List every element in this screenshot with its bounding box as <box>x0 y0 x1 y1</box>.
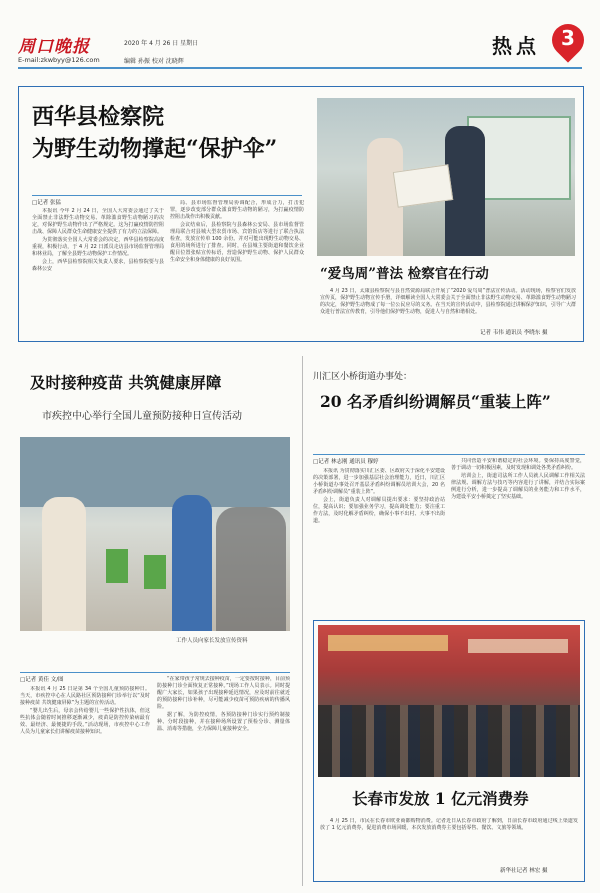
article1-title-2: 为野生动物撑起“保护伞” <box>32 136 278 162</box>
article1-col1-para: 为贯彻落实全国人大常委会的决定，西华县检察院高度重视，积极行动，于 4 月 22 日派员走访县市场监督管理局和林业局，了解全县野生动物保护工作情况。 <box>32 237 164 257</box>
article4-byline: □记者 林志刚 通讯员 穆婷 <box>313 459 379 465</box>
article4-kicker: 川汇区小桥街道办事处： <box>313 372 413 382</box>
article4-col1 <box>313 468 445 612</box>
photo-shop-sign <box>468 639 568 653</box>
article2-photo <box>317 98 575 256</box>
photo-parent <box>42 497 86 631</box>
article1-title-1: 西华县检察院 <box>32 104 165 130</box>
article5-photo <box>318 625 580 777</box>
article3-col2-para: 据了解，为防控疫情，各预防接种门诊实行预约制接种、分时段接种，并在接种场所设置了预检分诊、测量体温、消毒等措施，全力保障儿童接种安全。 <box>157 712 290 732</box>
photo-bag-green <box>106 549 128 583</box>
article1-col1-para: 会上，西华县检察院相关负责人要求，县检察院要与县森林公安 <box>32 259 164 272</box>
article3-photo <box>20 437 290 631</box>
article2-title: “爱鸟周”普法 检察官在行动 <box>320 266 489 282</box>
article1-byline: □记者 张猛 <box>32 200 61 206</box>
article4-col2 <box>451 458 585 612</box>
article3-col1-para: 本报讯 4 月 25 日是第 34 个全国儿童预防接种日。当天，市疾控中心在人民路社区预防接种门诊举行以“及时接种疫苗 共筑健康屏障”为主题的宣传活动。 <box>20 686 150 706</box>
article5-byline: 新华社记者 林宏 摄 <box>500 868 548 874</box>
editors-line: 编辑 孙振 校对 沈晓辉 <box>124 58 184 65</box>
article4-col1-para: 本报讯 为贯彻落实川汇区委、区政府关于深化平安建设的决策部署，进一步加强基层社会治理能力，近日，川汇区小桥街道办事处召开基层矛盾纠纷调解员培训大会，20 名矛盾纠纷调解员“重装上阵”。 <box>313 468 445 495</box>
article3-subtitle: 市疾控中心举行全国儿童预防接种日宣传活动 <box>42 411 242 422</box>
masthead-bar <box>0 0 600 80</box>
article1-col2-para: 会议结束后，县检察院与县森林公安局、县市场监督管理局联合对县城大型农贸市场、宾馆饭店等进行了联合执法检查，发放宣传单 100 余份。并对可能出现野生动物交易、食用的场所进行了排查。同时，在县城主要街道和餐饮企业醒目位置张贴宣传标语，营造保护野生动物、保护人民群众生命安全和身体健康的良好氛围。 <box>170 222 304 263</box>
article4-col2-para: 共同营造平安和谐稳定的社会环境。要保持高度警觉，善于调动一切积极因素，及时发现和调处各类矛盾纠纷。 <box>451 458 585 471</box>
article1-col2 <box>170 200 304 338</box>
issue-date: 2020 年 4 月 26 日 星期日 <box>124 40 199 47</box>
photo-bag-green <box>144 555 166 589</box>
photo-crowd <box>216 507 286 631</box>
header-rule <box>18 67 582 69</box>
section-title: 热点 <box>492 34 540 58</box>
article5-title: 长春市发放 1 亿元消费券 <box>352 789 529 808</box>
article1-col1 <box>32 208 164 338</box>
article2-body: 4 月 23 日，太康县检察院与县自然资源局联合开展了“2020 爱鸟周”普法宣传活动。活动现场，检察官们发放宣传页，保护野生动物宣传手册，详细解读全国人大常委会关于全面禁止非法野生动物交易、革除滥食野生动物陋习的决定，保护野生动物成了每一位公民应尽的义务。在当天的宣传活动中，县检察院通过讲解保护知识，引导广大群众进行普法宣传教育，引导他们保护野生动物，促进人与自然和谐相处。 <box>320 288 576 315</box>
article4-rule <box>313 454 585 455</box>
photo-shoppers <box>318 705 580 777</box>
masthead-logo: 周口晚报 <box>18 37 90 57</box>
article1-col1-para: 本报讯 今年 2 月 24 日，全国人大常委会通过了关于全面禁止非法野生动物交易、革除滥食野生动物陋习的决定，对保护野生动物作出了严格规定。这为打赢疫情防控阻击战、保障人民群众生命健康安全提供了有力的立法保障。 <box>32 208 164 235</box>
photo-shop-sign <box>328 635 448 651</box>
article3-col2-para: “在家带孩子常规去接种疫苗，一定要按时接种，目前预防接种门诊全面恢复正常接种。”现场工作人员表示。同时提醒广大家长，如果孩子出现接种延迟情况，应及时前往就近的预防接种门诊补种，尽可能减少疫苗可预防疾病的传播风险。 <box>157 676 290 710</box>
article4-col2-para: 培训会上，街道司法所工作人员就人民调解工作相关法律法规、调解方法与技巧等内容进行了讲解，并结合实际案例进行分析，进一步提高了调解员的业务能力和工作水平，为建设平安小桥奠定了坚实基础。 <box>451 473 585 500</box>
article4-title: 20 名矛盾纠纷调解员“重装上阵” <box>320 392 551 411</box>
page-number: 3 <box>561 26 575 50</box>
column-divider <box>302 356 303 886</box>
email-text: E-mail:zkwbyy@126.com <box>18 56 100 64</box>
article3-rule <box>20 672 290 673</box>
article5-body: 4 月 25 日，市民在长春市欧亚商都购物消费。记者近日从长春市政府了解到，日前长春市政府通过线上渠道发放了 1 亿元消费券，促进消费市场回暖，本次发放消费券主要包括零售、餐饮、文旅等领域。 <box>320 818 578 831</box>
photo-worker <box>172 495 212 631</box>
article1-rule <box>32 195 302 196</box>
article1-col2-para: 局、县市场监督管理局协调配合，形成合力，打击犯罪，逐步改变部分群众滥食野生动物的陋习，为打赢疫情防控阻击战作出积极贡献。 <box>170 200 304 220</box>
article3-byline: □记者 黄佳 文/图 <box>20 677 64 683</box>
article2-byline: 记者 韦伟 通讯员 李晓东 摄 <box>480 330 548 336</box>
article3-col1-para: “婴儿出生后，母亲会传给婴儿一些保护性抗体，但这些抗体会随着时间推移逐渐减少，疫苗是防控传染病最有效、最经济、最便捷的手段。”活动现场，市疾控中心工作人员为儿童家长们讲解疫苗接种知识。 <box>20 708 150 735</box>
article4-col1-para: 会上，街道负责人对调解员提出要求：要坚持政治站位，提高认识；要加强业务学习，提高调处能力；要注重工作方法，及时化解矛盾纠纷，确保小事不出村、大事不出街道。 <box>313 497 445 524</box>
article3-col1 <box>20 686 150 882</box>
article3-caption: 工作人员向家长发放宣传资料 <box>176 638 248 644</box>
article3-title: 及时接种疫苗 共筑健康屏障 <box>30 373 222 392</box>
photo-leaflet <box>393 164 453 207</box>
article3-col2 <box>157 676 290 882</box>
